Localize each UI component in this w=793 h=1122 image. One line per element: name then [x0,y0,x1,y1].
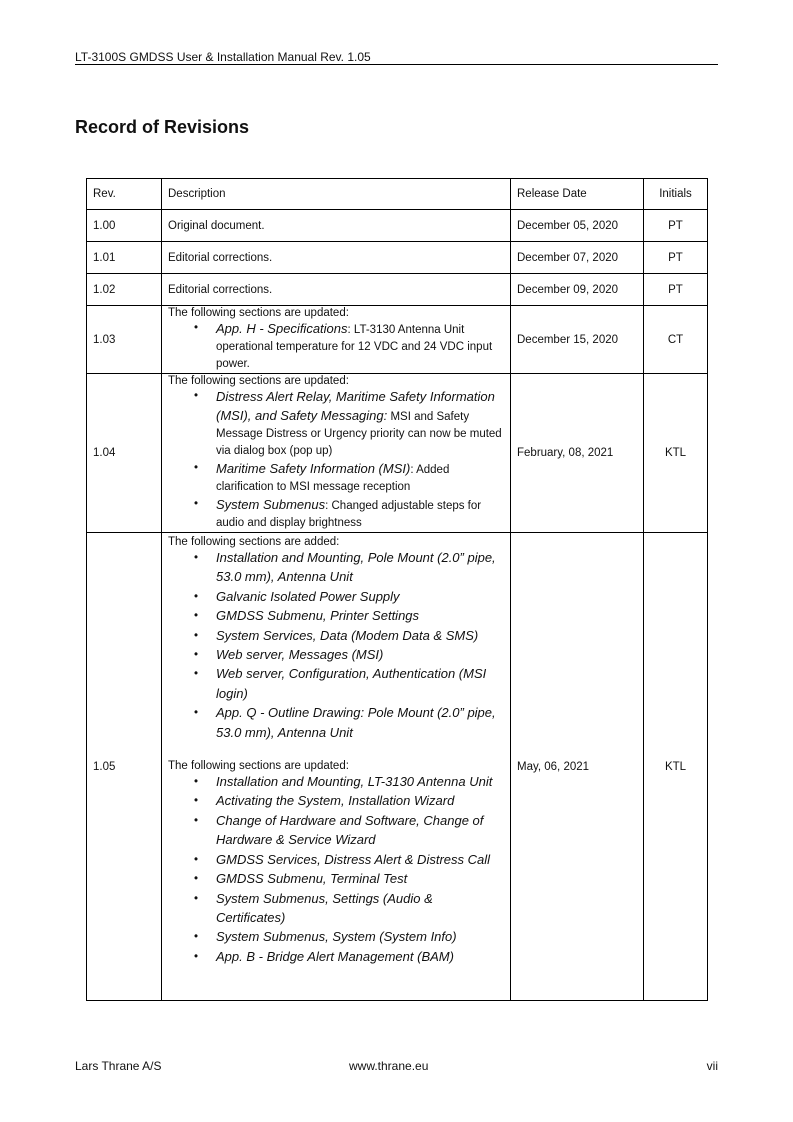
list-item [216,607,504,626]
section-name: App. H - Specifications [216,321,348,336]
section-intro: The following sections are updated: [168,307,349,319]
section-name: Web server, Configuration, Authentication (MSI login) [216,666,487,701]
rev-cell: 1.03 [87,306,162,374]
initials-cell: PT [644,242,708,274]
section-name: Installation and Mounting, LT-3130 Antenna Unit [216,774,493,790]
section-list [168,549,504,743]
rev-cell: 1.00 [87,210,162,242]
column-header: Initials [644,179,708,210]
initials-cell: KTL [644,533,708,1001]
section-name: Installation and Mounting, Pole Mount (2.0” pipe, 53.0 mm), Antenna Unit [216,550,496,585]
revisions-table [86,178,708,1001]
section-intro: The following sections are updated: [168,375,349,387]
description-cell [162,306,511,374]
rev-cell: 1.05 [87,533,162,1001]
release-date-cell: December 07, 2020 [511,242,644,274]
release-date-cell: February, 08, 2021 [511,374,644,533]
list-item [216,928,504,947]
section-name: GMDSS Submenu, Printer Settings [216,608,420,624]
section-name: Web server, Messages (MSI) [216,647,384,663]
section-list [168,388,504,532]
footer-company: Lars Thrane A/S [75,1059,162,1073]
section-name: System Submenus, Settings (Audio & Certificates) [216,890,433,925]
list-item [216,460,504,496]
list-item [216,870,504,889]
section-name: GMDSS Services, Distress Alert & Distress Call [216,851,491,867]
footer-website: www.thrane.eu [349,1059,429,1073]
description-cell: Editorial corrections. [162,242,511,274]
rev-cell: 1.04 [87,374,162,533]
table-header-row [87,179,708,210]
initials-cell: PT [644,274,708,306]
header-rule [75,64,718,65]
list-item [216,890,504,929]
change-note: : LT-3130 Antenna Unit operational temperature for 12 VDC and 24 VDC input power. [216,324,493,370]
list-item [216,812,504,851]
section-name: System Services, Data (Modem Data & SMS) [216,627,479,643]
list-item [216,948,504,967]
description-cell [162,374,511,533]
section-name: System Submenus [216,497,326,512]
list-item [216,704,504,743]
description-cell: Original document. [162,210,511,242]
description-cell: Editorial corrections. [162,274,511,306]
running-header: LT-3100S GMDSS User & Installation Manual Rev. 1.05 [75,50,371,64]
table-row [87,533,708,1001]
initials-cell: PT [644,210,708,242]
list-item [216,792,504,811]
section-name: App. B - Bridge Alert Management (BAM) [216,948,454,964]
table-row [87,210,708,242]
list-item [216,588,504,607]
column-header: Description [162,179,511,210]
list-item [216,665,504,704]
rev-cell: 1.01 [87,242,162,274]
change-note: : Changed adjustable steps for audio and display brightness [216,500,482,529]
section-name: App. Q - Outline Drawing: Pole Mount (2.0” pipe, 53.0 mm), Antenna Unit [216,705,496,740]
list-item [216,851,504,870]
section-name: GMDSS Submenu, Terminal Test [216,871,408,887]
section-list [168,320,504,373]
change-note: MSI and Safety Message Distress or Urgency priority can now be muted via dialog box (pop up) [216,411,502,457]
release-date-cell: December 09, 2020 [511,274,644,306]
section-intro: The following sections are updated: [168,760,349,773]
table-row [87,242,708,274]
list-item [216,646,504,665]
section-name: System Submenus, System (System Info) [216,929,457,945]
spacer [168,743,504,759]
list-item [216,773,504,792]
column-header: Release Date [511,179,644,210]
list-item [216,627,504,646]
list-item [216,496,504,532]
table-row [87,374,708,533]
section-intro: The following sections are added: [168,536,340,548]
section-list [168,773,504,967]
section-name: Maritime Safety Information (MSI) [216,461,411,476]
column-header: Rev. [87,179,162,210]
rev-cell: 1.02 [87,274,162,306]
table-row [87,274,708,306]
list-item [216,320,504,373]
list-item [216,549,504,588]
release-date-cell: May, 06, 2021 [511,533,644,1001]
page-title: Record of Revisions [75,117,250,137]
section-name: Activating the System, Installation Wizard [216,793,455,809]
section-name: Galvanic Isolated Power Supply [216,588,400,604]
initials-cell: KTL [644,374,708,533]
list-item [216,388,504,460]
footer-page-number: vii [706,1059,718,1073]
description-cell [162,533,511,1001]
table-row [87,306,708,374]
change-note: : Added clarification to MSI message reception [216,464,450,493]
section-name: Change of Hardware and Software, Change of Hardware & Service Wizard [216,812,484,848]
release-date-cell: December 15, 2020 [511,306,644,374]
section-name: Distress Alert Relay, Maritime Safety Information (MSI), and Safety Messaging: [216,389,495,423]
release-date-cell: December 05, 2020 [511,210,644,242]
initials-cell: CT [644,306,708,374]
